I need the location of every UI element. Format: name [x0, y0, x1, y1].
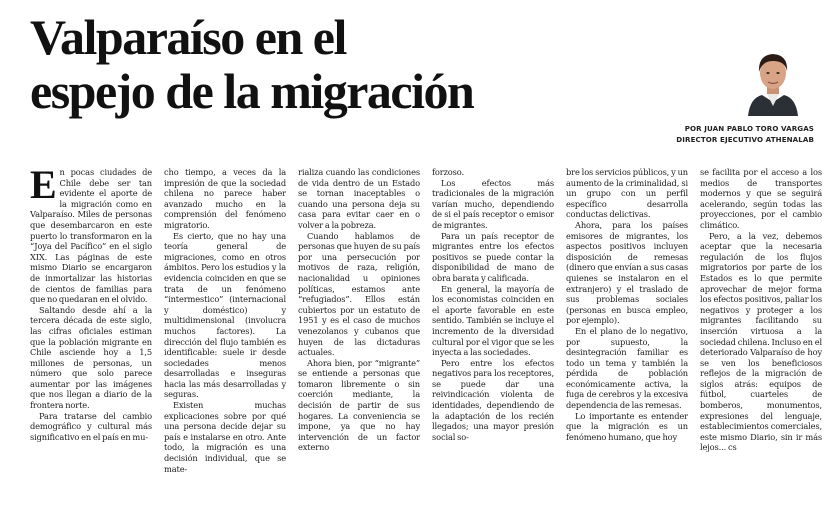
paragraph: Existen muchas explicaciones sobre por qué una persona decide dejar su país e instalarse en otro. Ante todo, la migración es una decisión individual, que se mate-	[164, 400, 286, 474]
paragraph: Los efectos más tradicionales de la migración varían mucho, dependiendo de si el país receptor o emisor de migrantes.	[432, 177, 554, 230]
headline-line-2: espejo de la migración	[30, 63, 474, 119]
article-column-3	[298, 167, 420, 511]
article-column-5	[566, 167, 688, 511]
paragraph: Pero, a la vez, debemos aceptar que la necesaria regulación de los flujos migratorios por parte de los Estados es lo que permite aprovechar de mejor forma los efectos positivos, paliar los negativos y proteger a los migrantes facilitando su inserción virtuosa a la sociedad chilena. Incluso en el deteriorado Valparaíso de hoy se ven los beneficiosos reflejos de la migración de siglos atrás: equipos de fútbol, cuarteles de bomberos, monumentos, expresiones del lenguaje, establecimientos comerciales, este mismo Diario, sin ir más lejos... cs	[700, 230, 822, 453]
headline	[30, 10, 473, 118]
article-column-1	[30, 167, 152, 511]
lead-text: n pocas ciudades de Chile debe ser tan evidente el aporte de la migración como en Valparaíso. Miles de personas que desembarcaron en este puerto lo transformaron en la “Joya del Pacífico” en el siglo XIX. Las páginas de este mismo Diario se encargaron de inmortalizar las historias de cientos de familias para que no quedaran en el olvido.	[30, 167, 152, 305]
paragraph: Para tratarse del cambio demográfico y cultural más significativo en el país en mu-	[30, 410, 152, 442]
paragraph: Es cierto, que no hay una teoría general de migraciones, como en otros ámbitos. Pero los estudios y la evidencia coinciden en que se trata de un fenómeno “intermestico” (internacional y doméstico) y multidimensional (involucra muchos factores). La dirección del flujo también es identificable: suele ir desde sociedades menos desarrolladas e inseguras hacia las más desarrolladas y seguras.	[164, 230, 286, 400]
paragraph: Cuando hablamos de personas que huyen de su país por una persecución por motivos de raza, religión, nacionalidad u opiniones políticas, estamos ante “refugiados”. Ellos están cubiertos por un estatuto de 1951 y es el caso de muchos venezolanos y cubanos que huyen de las dictaduras actuales.	[298, 230, 420, 358]
paragraph: forzoso.	[432, 167, 464, 177]
article-body	[30, 167, 820, 511]
paragraph: se facilita por el acceso a los medios de transportes modernos y que se seguirá acelerando, según todas las proyecciones, por el cambio climático.	[700, 167, 822, 230]
paragraph: Saltando desde ahí a la tercera década de este siglo, las cifras oficiales estiman que la población migrante en Chile asciende hoy a 1,5 millones de personas, un número que solo parece aumentar por las imágenes que nos llegan a diario de la frontera norte.	[30, 304, 152, 411]
article-lead-paragraph	[30, 167, 152, 305]
paragraph: En el plano de lo negativo, por supuesto, la desintegración familiar es todo un tema y también la pérdida de población económicamente activa, la fuga de cerebros y la excesiva dependencia de las remesas.	[566, 325, 688, 411]
paragraph: bre los servicios públicos, y un aumento de la criminalidad, si un grupo con un perfil específico desarrolla conductas delictivas.	[566, 167, 688, 220]
author-photo	[746, 46, 800, 116]
paragraph: Para un país receptor de migrantes entre los efectos positivos se puede contar la disponibilidad de mano de obra barata y calificada.	[432, 230, 554, 283]
paragraph: cho tiempo, a veces da la impresión de que la sociedad chilena no parece haber avanzado mucho en la comprensión del fenómeno migratorio.	[164, 167, 286, 230]
paragraph: En general, la mayoría de los economistas coinciden en el aporte favorable en este sentido. También se incluye el incremento de la diversidad cultural por el vigor que se les inyecta a las sociedades.	[432, 283, 554, 358]
paragraph: Ahora bien, por “migrante” se entiende a personas que tomaron libremente o sin coerción mediante, la decisión de partir de sus hogares. La conveniencia se impone, ya que no hay intervención de un factor externo	[298, 357, 420, 453]
article-column-2	[164, 167, 286, 511]
article-column-4	[432, 167, 554, 511]
article-column-6	[700, 167, 822, 511]
paragraph: rializa cuando las condiciones de vida dentro de un Estado se tornan inaceptables o cuando una persona deja su casa para evitar caer en o volver a la pobreza.	[298, 167, 420, 230]
byline-author: POR JUAN PABLO TORO VARGAS	[684, 124, 814, 133]
paragraph: Pero entre los efectos negativos para los receptores, se puede dar una reivindicación violenta de identidades, dependiendo de la adaptación de los recién llegados; una mayor presión social so-	[432, 357, 554, 442]
author-portrait-icon	[746, 46, 800, 116]
headline-line-1: Valparaíso en el	[30, 9, 346, 65]
paragraph: Lo importante es entender que la migración es un fenómeno humano, que hoy	[566, 410, 688, 442]
drop-cap: E	[30, 167, 57, 207]
byline-role: DIRECTOR EJECUTIVO ATHENALAB	[676, 135, 814, 144]
byline	[654, 123, 814, 145]
paragraph: Ahora, para los países emisores de migrantes, los aspectos positivos incluyen disposición de remesas (dinero que envían a sus casas quienes se instalaron en el extranjero) y el traslado de sus problemas sociales (personas en busca empleo, por ejemplo).	[566, 219, 688, 326]
